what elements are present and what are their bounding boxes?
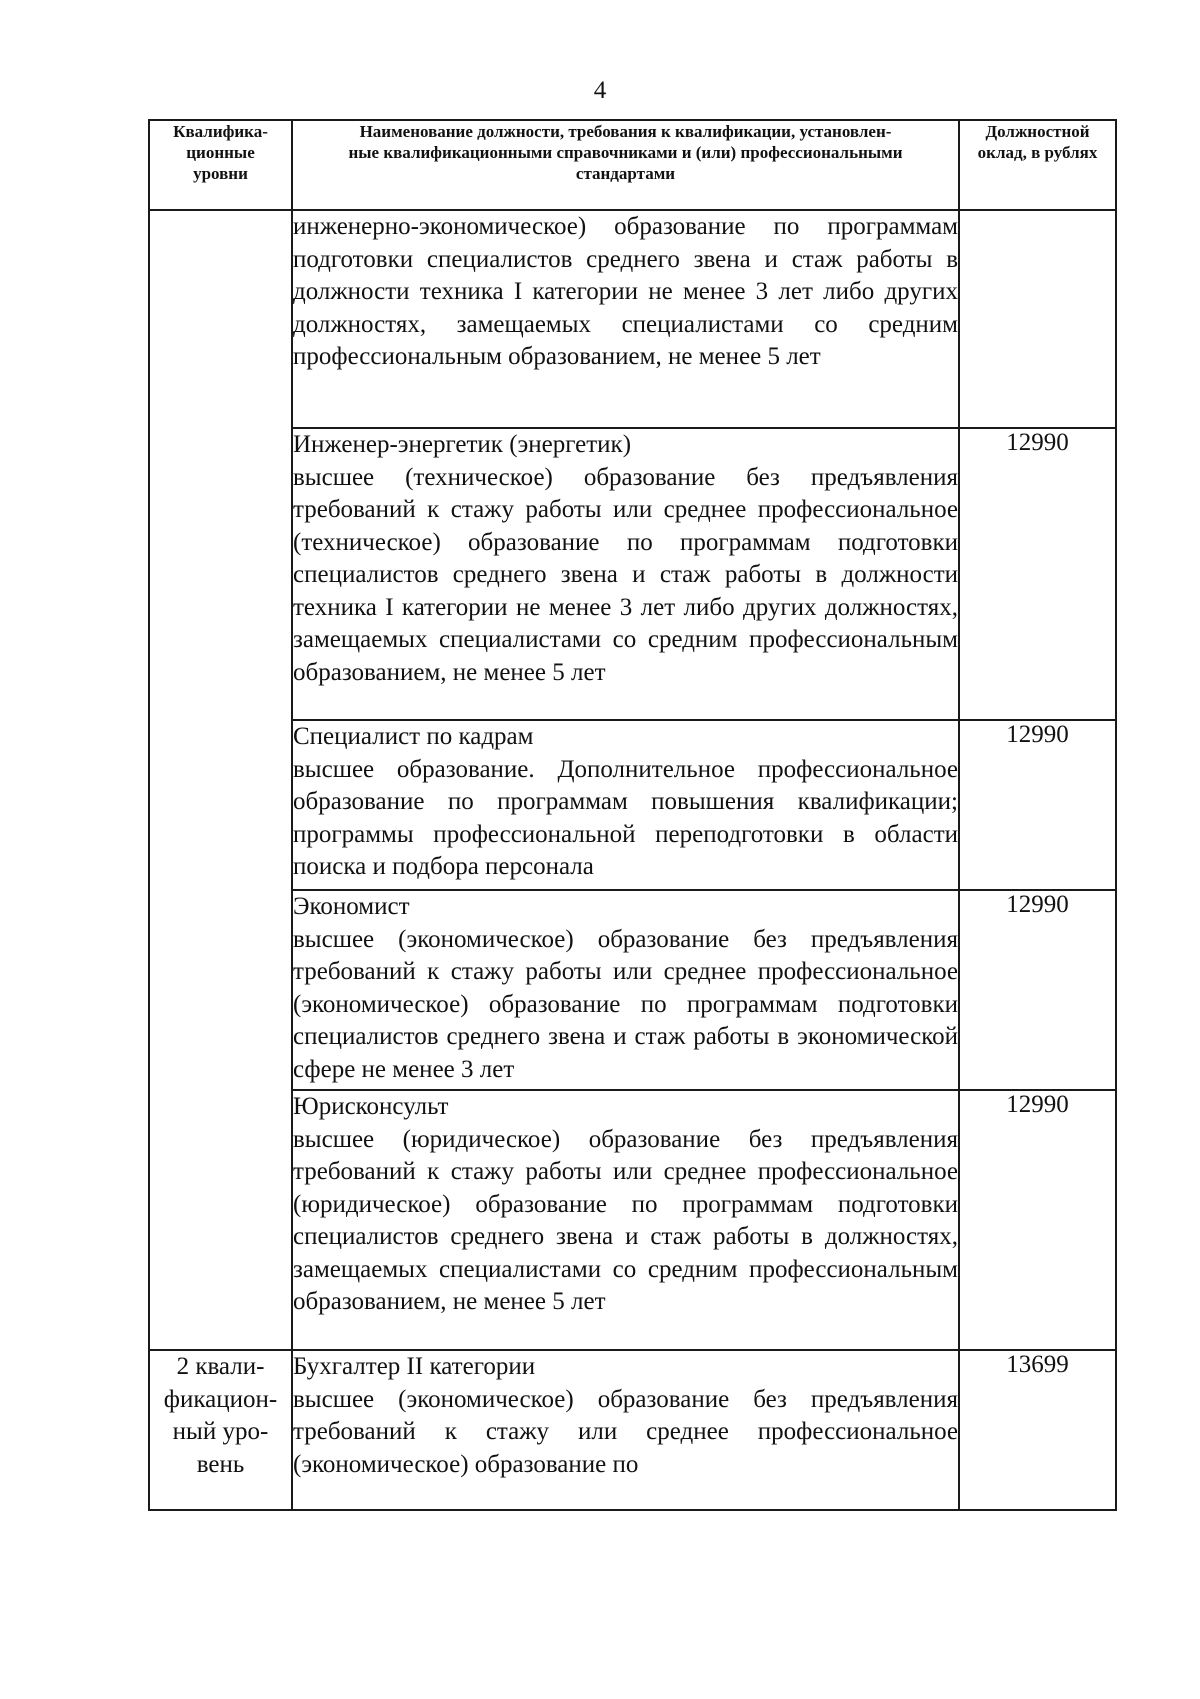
position-title: Юрисконсульт	[293, 1093, 449, 1120]
position-title: Бухгалтер II категории	[293, 1353, 536, 1380]
requirements-text: высшее (техническое) образование без предъявления требований к стажу работы или среднее профессиональное (техническое) образование по программам подготовки специалистов среднего звена и стаж работы в должности техника I категории не менее 3 лет либо других должностях, замещаемых специалистами со средним профессиональным образованием, не менее 5 лет	[293, 463, 958, 686]
table-row	[149, 210, 1116, 428]
position-title: Специалист по кадрам	[293, 723, 534, 750]
requirements-text: инженерно-экономическое) образование по программам подготовки специалистов среднего звена и стаж работы в должности техника I категории не менее 3 лет либо других должностях, замещаемых специалистами со средним профессиональным образованием, не менее 5 лет	[293, 213, 958, 370]
description-cell	[292, 720, 959, 890]
table-row	[149, 428, 1116, 720]
description-cell	[292, 1090, 959, 1350]
requirements-text: высшее (экономическое) образование без предъявления требований к стажу работы или среднее профессиональное (экономическое) образование по программам подготовки специалистов среднего звена и стаж работы в экономической сфере не менее 3 лет	[293, 925, 958, 1083]
salary-cell	[959, 210, 1116, 428]
description-cell	[292, 428, 959, 720]
salary-cell: 12990	[959, 428, 1116, 720]
page-number: 4	[593, 77, 607, 104]
level-cell-1	[149, 210, 292, 1350]
requirements-text: высшее образование. Дополнительное профессиональное образование по программам повышения квалификации; программы профессиональной переподготовки в области поиска и подбора персонала	[293, 755, 958, 880]
header-description: Наименование должности, требования к квалификации, установлен- ные квалификационными справочниками и (или) профессиональными стандартами	[292, 120, 959, 210]
table-row	[149, 890, 1116, 1090]
salary-cell: 12990	[959, 890, 1116, 1090]
salary-cell: 13699	[959, 1350, 1116, 1510]
salary-cell: 12990	[959, 720, 1116, 890]
table-row	[149, 1350, 1116, 1510]
table-row	[149, 1090, 1116, 1350]
description-cell	[292, 210, 959, 428]
description-cell	[292, 1350, 959, 1510]
requirements-text: высшее (экономическое) образование без предъявления требований к стажу или среднее профессиональное (экономическое) образование по	[293, 1385, 958, 1478]
level-cell-2: 2 квали- фикацион- ный уро- вень	[149, 1350, 292, 1510]
description-cell	[292, 890, 959, 1090]
position-title: Инженер-энергетик (энергетик)	[293, 431, 632, 458]
header-salary: Должностной оклад, в рублях	[959, 120, 1116, 210]
position-title: Экономист	[293, 893, 410, 920]
salary-cell: 12990	[959, 1090, 1116, 1350]
requirements-text: высшее (юридическое) образование без предъявления требований к стажу работы или среднее профессиональное (юридическое) образование по программам подготовки специалистов среднего звена и стаж работы в должностях, замещаемых специалистами со средним профессиональным образованием, не менее 5 лет	[293, 1125, 958, 1315]
table-header-row	[149, 120, 1116, 210]
header-level: Квалифика- ционные уровни	[149, 120, 292, 210]
table-row	[149, 720, 1116, 890]
qualification-table	[148, 119, 1117, 1511]
